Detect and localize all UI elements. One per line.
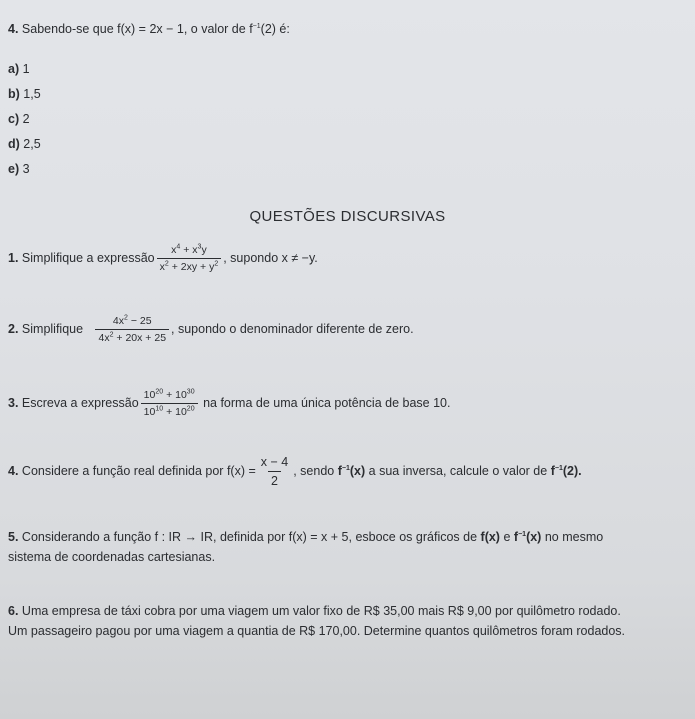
question-text: Considere a função real definida por [21,464,224,478]
option-letter: e) [8,162,20,176]
fraction-numerator [110,315,155,329]
question-text: Simplifique a expressão [21,251,155,265]
question-number: 1. [8,251,19,265]
question-number: 4. [8,22,19,36]
fraction-numerator: x − 4 [260,454,289,469]
inverse-function [338,464,365,478]
exponent: 2 [214,260,219,267]
question-number: 2. [8,322,19,336]
option-letter: a) [8,62,20,76]
term: + 10 [166,405,187,418]
option-value: 2,5 [23,137,41,151]
term: 10 [143,405,156,418]
fraction-denominator [157,258,222,273]
option-value: 2 [22,112,30,126]
inverse-arg: (2) [260,22,276,36]
question-text: Simplifique [21,322,84,336]
discursive-question-5 [8,530,603,544]
function-expression: f(x) = 2x − 1 [117,22,184,36]
option-d[interactable] [8,137,41,151]
fraction-denominator: 2 [268,471,281,488]
question-text-2: na forma de uma única potência de base 10. [203,396,451,410]
inverse-function [249,22,276,36]
question-text: Considerando a função f : IR → IR, definida por [21,530,286,544]
fraction-numerator [141,389,198,403]
exponent: 30 [186,388,195,395]
discursive-question-3 [8,385,450,421]
question-text: Escreva a expressão [21,396,139,410]
inverse-exponent: −1 [518,530,527,538]
discursive-question-6 [8,604,621,618]
function-lhs: f(x) = [226,464,256,478]
question-text-3: e [503,530,511,544]
exponent: 4 [176,243,181,250]
mc-question-4 [8,22,290,36]
inverse-arg: (2). [562,464,582,478]
option-letter: c) [8,112,20,126]
exponent: 10 [155,405,164,412]
exponent: 20 [186,405,195,412]
function-fx: f(x) [480,530,500,544]
option-a[interactable] [8,62,30,76]
option-c[interactable] [8,112,30,126]
term: + 2xy + y [171,260,215,273]
fraction-expression [95,315,169,344]
exponent: 2 [164,260,169,267]
fraction-expression [157,244,222,273]
discursive-question-6-line-2: Um passageiro pagou por uma viagem a quantia de R$ 170,00. Determine quantos quilômetros foram rodados. [8,624,626,638]
exponent: 20 [155,388,164,395]
term: y [201,243,207,256]
question-text-2: , esboce os gráficos de [348,530,478,544]
question-text: Sabendo-se que [21,22,114,36]
discursive-question-1 [8,240,318,276]
question-number: 5. [8,530,19,544]
question-text-3: a sua inversa, calcule o valor de [368,464,548,478]
inverse-exponent: −1 [252,22,261,30]
inverse-arg: (x) [526,530,542,544]
discursive-question-4 [8,451,582,491]
fraction-expression [258,455,291,488]
question-number: 4. [8,464,19,478]
inverse-arg: (x) [349,464,366,478]
question-number: 6. [8,604,19,618]
inverse-f: f [550,464,555,478]
question-text-2: , sendo [293,464,335,478]
question-text-4: no mesmo [544,530,604,544]
fraction-denominator [95,329,169,344]
option-value: 1 [22,62,30,76]
inverse-f: f [513,530,519,544]
option-b[interactable] [8,87,41,101]
question-text: Uma empresa de táxi cobra por uma viagem um valor fixo de R$ 35,00 mais R$ 9,00 por quilômetro rodado. [21,604,621,618]
inverse-f: f [337,464,342,478]
question-number: 3. [8,396,19,410]
question-text-2: , supondo o denominador diferente de zero. [171,322,414,336]
fraction-denominator [141,403,198,418]
exponent: 3 [197,243,202,250]
option-e[interactable] [8,162,30,176]
term: + x [183,243,198,256]
option-letter: b) [8,87,20,101]
question-text-3: é: [279,22,290,36]
discursive-question-5-line-2: sistema de coordenadas cartesianas. [8,550,216,564]
question-text-2: , o valor de [183,22,246,36]
option-letter: d) [8,137,20,151]
question-text-2: , supondo x ≠ −y. [223,251,318,265]
term: x [171,243,177,256]
term: 10 [143,388,156,401]
term: x [159,260,165,273]
inverse-f: f [249,22,253,36]
term: 4x [98,331,110,344]
option-value: 3 [22,162,30,176]
term: 4x [112,314,125,327]
exponent: 2 [109,331,114,338]
term: + 10 [166,388,187,401]
discursive-question-2 [8,311,414,347]
fraction-numerator [168,244,210,258]
fraction-expression [141,389,198,418]
inverse-function [514,530,541,544]
term: − 25 [130,314,152,327]
function-expression: f(x) = x + 5 [288,530,349,544]
inverse-exponent: −1 [554,464,563,472]
inverse-exponent: −1 [341,464,350,472]
option-value: 1,5 [23,87,41,101]
section-title: QUESTÕES DISCURSIVAS [249,208,446,225]
inverse-function-value [551,464,582,478]
exponent: 2 [124,314,128,321]
term: + 20x + 25 [116,331,167,344]
